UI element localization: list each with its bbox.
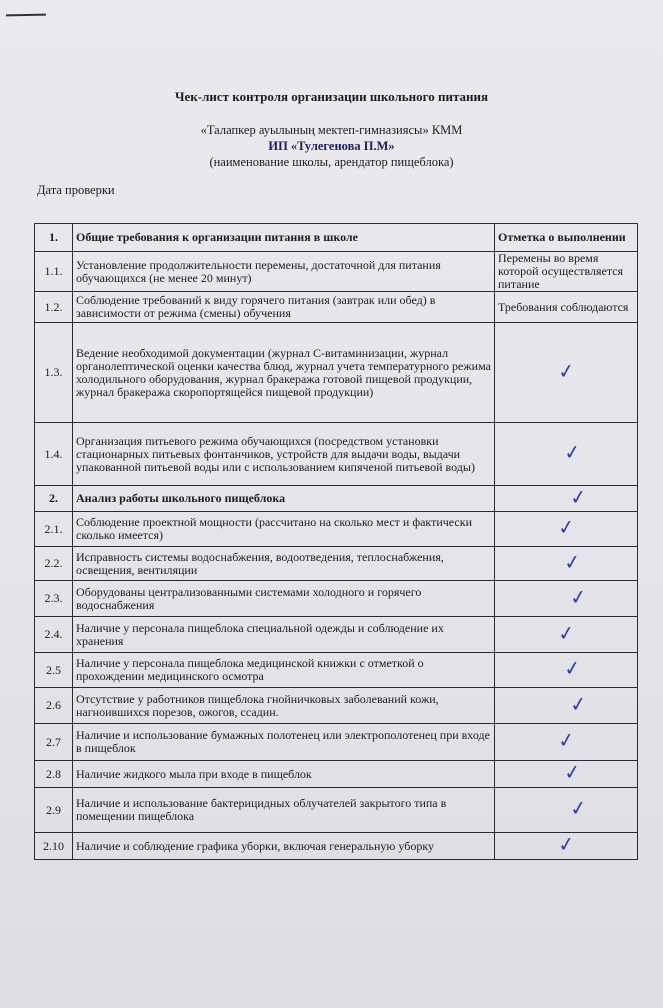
handwritten-check-icon: ✓: [556, 830, 577, 858]
completion-mark-cell: [495, 724, 638, 761]
requirement-text: Общие требования к организации питания в школе: [73, 224, 495, 252]
handwritten-check-icon: ✓: [568, 583, 589, 610]
table-row: [35, 423, 638, 486]
completion-mark-cell: [495, 758, 638, 788]
handwritten-check-icon: ✓: [568, 690, 589, 717]
row-number: 2.7: [35, 724, 73, 761]
row-number: 2.6: [35, 688, 73, 724]
completion-mark-cell: [495, 547, 638, 581]
document-title: Чек-лист контроля организации школьного питания: [174, 89, 488, 104]
requirement-text: Исправность системы водоснабжения, водоотведения, теплоснабжения, освещения, вентиляции: [73, 547, 495, 581]
row-number: 1.2.: [35, 292, 73, 323]
table-row: [35, 653, 638, 688]
handwritten-check-icon: ✓: [556, 619, 577, 646]
requirement-text: Наличие у персонала пищеблока медицинской книжки с отметкой о прохождении медицинского осмотра: [73, 653, 495, 688]
checklist-table: [34, 223, 638, 860]
school-name: «Талапкер ауылының мектеп-гимназиясы» КММ: [200, 123, 463, 137]
table-row: [35, 581, 638, 617]
completion-mark-cell: [495, 617, 638, 653]
table-row: [35, 833, 638, 860]
completion-mark-cell: [495, 581, 638, 617]
requirement-text: Установление продолжительности перемены, достаточной для питания обучающихся (не менее 20 минут): [73, 252, 495, 292]
requirement-text: Наличие и соблюдение графика уборки, включая генеральную уборку: [73, 833, 495, 860]
requirement-text: Отсутствие у работников пищеблока гнойничковых заболеваний кожи, нагноившихся порезов, ожогов, ссадин.: [73, 688, 495, 724]
row-number: 2.4.: [35, 617, 73, 653]
completion-mark-cell: [495, 830, 638, 860]
row-number: 2.1.: [35, 512, 73, 547]
table-row: [35, 688, 638, 724]
row-number: 2.: [35, 486, 73, 512]
requirement-text: Организация питьевого режима обучающихся (посредством установки стационарных питьевых фонтанчиков, устройств для выдачи воды, выдачи упакованной питьевой воды или с использованием кипяченой питьевой воды): [73, 423, 495, 486]
row-number: 1.4.: [35, 423, 73, 486]
table-row: [35, 252, 638, 292]
row-number: 1.3.: [35, 323, 73, 423]
requirement-text: Анализ работы школьного пищеблока: [73, 486, 495, 512]
row-number: 2.9: [35, 788, 73, 833]
row-number: 2.3.: [35, 581, 73, 617]
completion-note: Перемены во время которой осуществляется питание: [498, 251, 624, 291]
completion-mark-cell: [495, 252, 638, 292]
handwritten-check-icon: ✓: [562, 654, 583, 682]
completion-mark-cell: [495, 224, 638, 252]
requirement-text: Наличие и использование бактерицидных облучателей закрытого типа в помещении пищеблока: [73, 788, 495, 833]
table-row: [35, 323, 638, 423]
requirement-text: Наличие у персонала пищеблока специальной одежды и соблюдение их хранения: [73, 617, 495, 653]
handwritten-check-icon: ✓: [568, 483, 589, 510]
table-header-row: [35, 224, 638, 252]
row-number: 2.2.: [35, 547, 73, 581]
row-number: 2.8: [35, 761, 73, 788]
section-row: [35, 486, 638, 512]
completion-mark-cell: [495, 292, 638, 323]
table-row: [35, 761, 638, 788]
table-row: [35, 617, 638, 653]
handwritten-check-icon: ✓: [568, 794, 589, 822]
table-row: [35, 512, 638, 547]
table-row: [35, 547, 638, 581]
row-number: 2.10: [35, 833, 73, 860]
handwritten-check-icon: ✓: [556, 357, 577, 384]
table-row: [35, 788, 638, 833]
handwritten-check-icon: ✓: [556, 726, 577, 754]
completion-mark-cell: [495, 512, 638, 547]
pen-stroke-decoration: [6, 14, 46, 17]
completion-mark-cell: [495, 788, 638, 833]
row-number: 1.1.: [35, 252, 73, 292]
handwritten-check-icon: ✓: [556, 513, 577, 541]
completion-mark-cell: [495, 323, 638, 423]
completion-note: Отметка о выполнении: [498, 230, 626, 244]
requirement-text: Ведение необходимой документации (журнал С-витаминизации, журнал органолептической оценки качества блюд, журнал учета температурного режима холодильного оборудования, журнал бракеража готовой пищевой продукции, журнал бракеража скоропортящейся пищевой продукции): [73, 323, 495, 423]
requirement-text: Соблюдение проектной мощности (рассчитано на сколько мест и фактически сколько имеется): [73, 512, 495, 547]
completion-mark-cell: [495, 423, 638, 486]
handwritten-check-icon: ✓: [562, 548, 583, 575]
handwritten-check-icon: ✓: [562, 438, 583, 466]
completion-mark-cell: [495, 653, 638, 688]
inspection-date-label: Дата проверки: [37, 183, 115, 197]
requirement-text: Наличие жидкого мыла при входе в пищеблок: [73, 761, 495, 788]
completion-mark-cell: [495, 688, 638, 724]
completion-note: Требования соблюдаются: [498, 299, 629, 314]
handwritten-check-icon: ✓: [562, 758, 583, 786]
field-hint: (наименование школы, арендатор пищеблока): [209, 155, 454, 169]
row-number: 2.5: [35, 653, 73, 688]
completion-mark-cell: [495, 483, 638, 512]
table-row: [35, 724, 638, 761]
row-number: 1.: [35, 224, 73, 252]
table-row: [35, 292, 638, 323]
requirement-text: Соблюдение требований к виду горячего питания (завтрак или обед) в зависимости от режима (смены) обучения: [73, 292, 495, 323]
requirement-text: Наличие и использование бумажных полотенец или электрополотенец при входе в пищеблок: [73, 724, 495, 761]
requirement-text: Оборудованы централизованными системами холодного и горячего водоснабжения: [73, 581, 495, 617]
vendor-name: ИП «Тулегенова П.М»: [268, 139, 395, 153]
